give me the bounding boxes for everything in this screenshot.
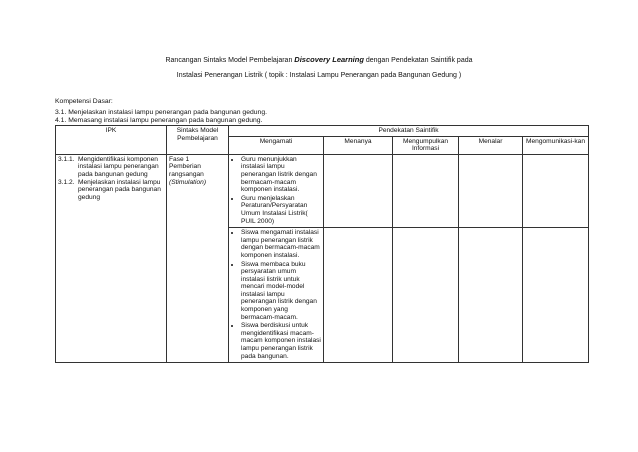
- sintaks-table: [55, 125, 589, 363]
- mengamati-cell-guru: [229, 154, 324, 227]
- document-title-line1: [0, 55, 638, 65]
- ipk-text: Mengidentifikasi komponen instalasi lampu penerangan pada bangunan gedung: [78, 155, 159, 178]
- sintaks-name: Pemberian rangsangan: [169, 163, 204, 178]
- title-suffix: dengan Pendekatan Saintifik pada: [365, 57, 473, 64]
- menalar-cell: [459, 154, 523, 227]
- mengomunikasikan-cell: [523, 228, 589, 363]
- menalar-cell: [459, 228, 523, 363]
- menanya-cell: [324, 228, 393, 363]
- header-mengamati: Mengamati: [229, 136, 324, 154]
- kompetensi-heading: Kompetensi Dasar:: [55, 98, 113, 105]
- ipk-text: Menjelaskan instalasi lampu penerangan pada bangunan gedung: [78, 178, 161, 201]
- ipk-item: [58, 179, 164, 202]
- header-mengomunikasikan: Mengomunikasi-kan: [523, 136, 589, 154]
- header-menanya: Menanya: [324, 136, 393, 154]
- header-ipk: IPK: [56, 126, 167, 155]
- sintaks-cell: [167, 154, 229, 362]
- ipk-cell: [56, 154, 167, 362]
- header-mengumpulkan: Mengumpulkan Informasi: [393, 136, 459, 154]
- header-pendekatan: Pendekatan Saintifik: [229, 126, 589, 137]
- mengomunikasikan-cell: [523, 154, 589, 227]
- kompetensi-item: 4.1. Memasang instalasi lampu penerangan pada bangunan gedung.: [55, 117, 263, 124]
- title-emphasis: Discovery Learning: [294, 55, 364, 64]
- ipk-item: [58, 156, 164, 179]
- sintaks-fase: Fase 1: [169, 155, 190, 163]
- mengamati-cell-siswa: [229, 228, 324, 363]
- header-sintaks: Sintaks Model Pembelajaran: [167, 126, 229, 155]
- mengumpulkan-cell: [393, 228, 459, 363]
- ipk-number: 3.1.1.: [58, 155, 75, 163]
- ipk-number: 3.1.2.: [58, 178, 75, 186]
- sintaks-english: (Stimulation): [169, 178, 207, 186]
- list-item: • Siswa membaca buku persyaratan umum instalasi listrik untuk mencari model-model instalasi lampu penerangan listrik dengan komponen yang bermacam-macam.: [241, 261, 321, 322]
- document-title-line2: Instalasi Penerangan Listrik ( topik : Instalasi Lampu Penerangan pada Bangunan Gedung ): [176, 72, 462, 79]
- header-menalar: Menalar: [459, 136, 523, 154]
- menanya-cell: [324, 154, 393, 227]
- kompetensi-item: 3.1. Menjelaskan instalasi lampu penerangan pada bangunan gedung.: [55, 109, 267, 116]
- mengumpulkan-cell: [393, 154, 459, 227]
- title-prefix: Rancangan Sintaks Model Pembelajaran: [165, 57, 293, 64]
- list-item: • Guru menjelaskan Peraturan/Persyaratan Umum Instalasi Listrik( PUIL 2000): [241, 195, 321, 225]
- list-item: • Siswa berdiskusi untuk mengidentifikasi macam-macam komponen instalasi lampu penerangan listrik pada bangunan.: [241, 322, 321, 360]
- list-item: • Guru menunjukkan instalasi lampu penerangan listrik dengan bermacam-macam komponen instalasi.: [241, 156, 321, 194]
- list-item: • Siswa mengamati instalasi lampu penerangan listrik dengan bermacam-macam komponen instalasi.: [241, 229, 321, 259]
